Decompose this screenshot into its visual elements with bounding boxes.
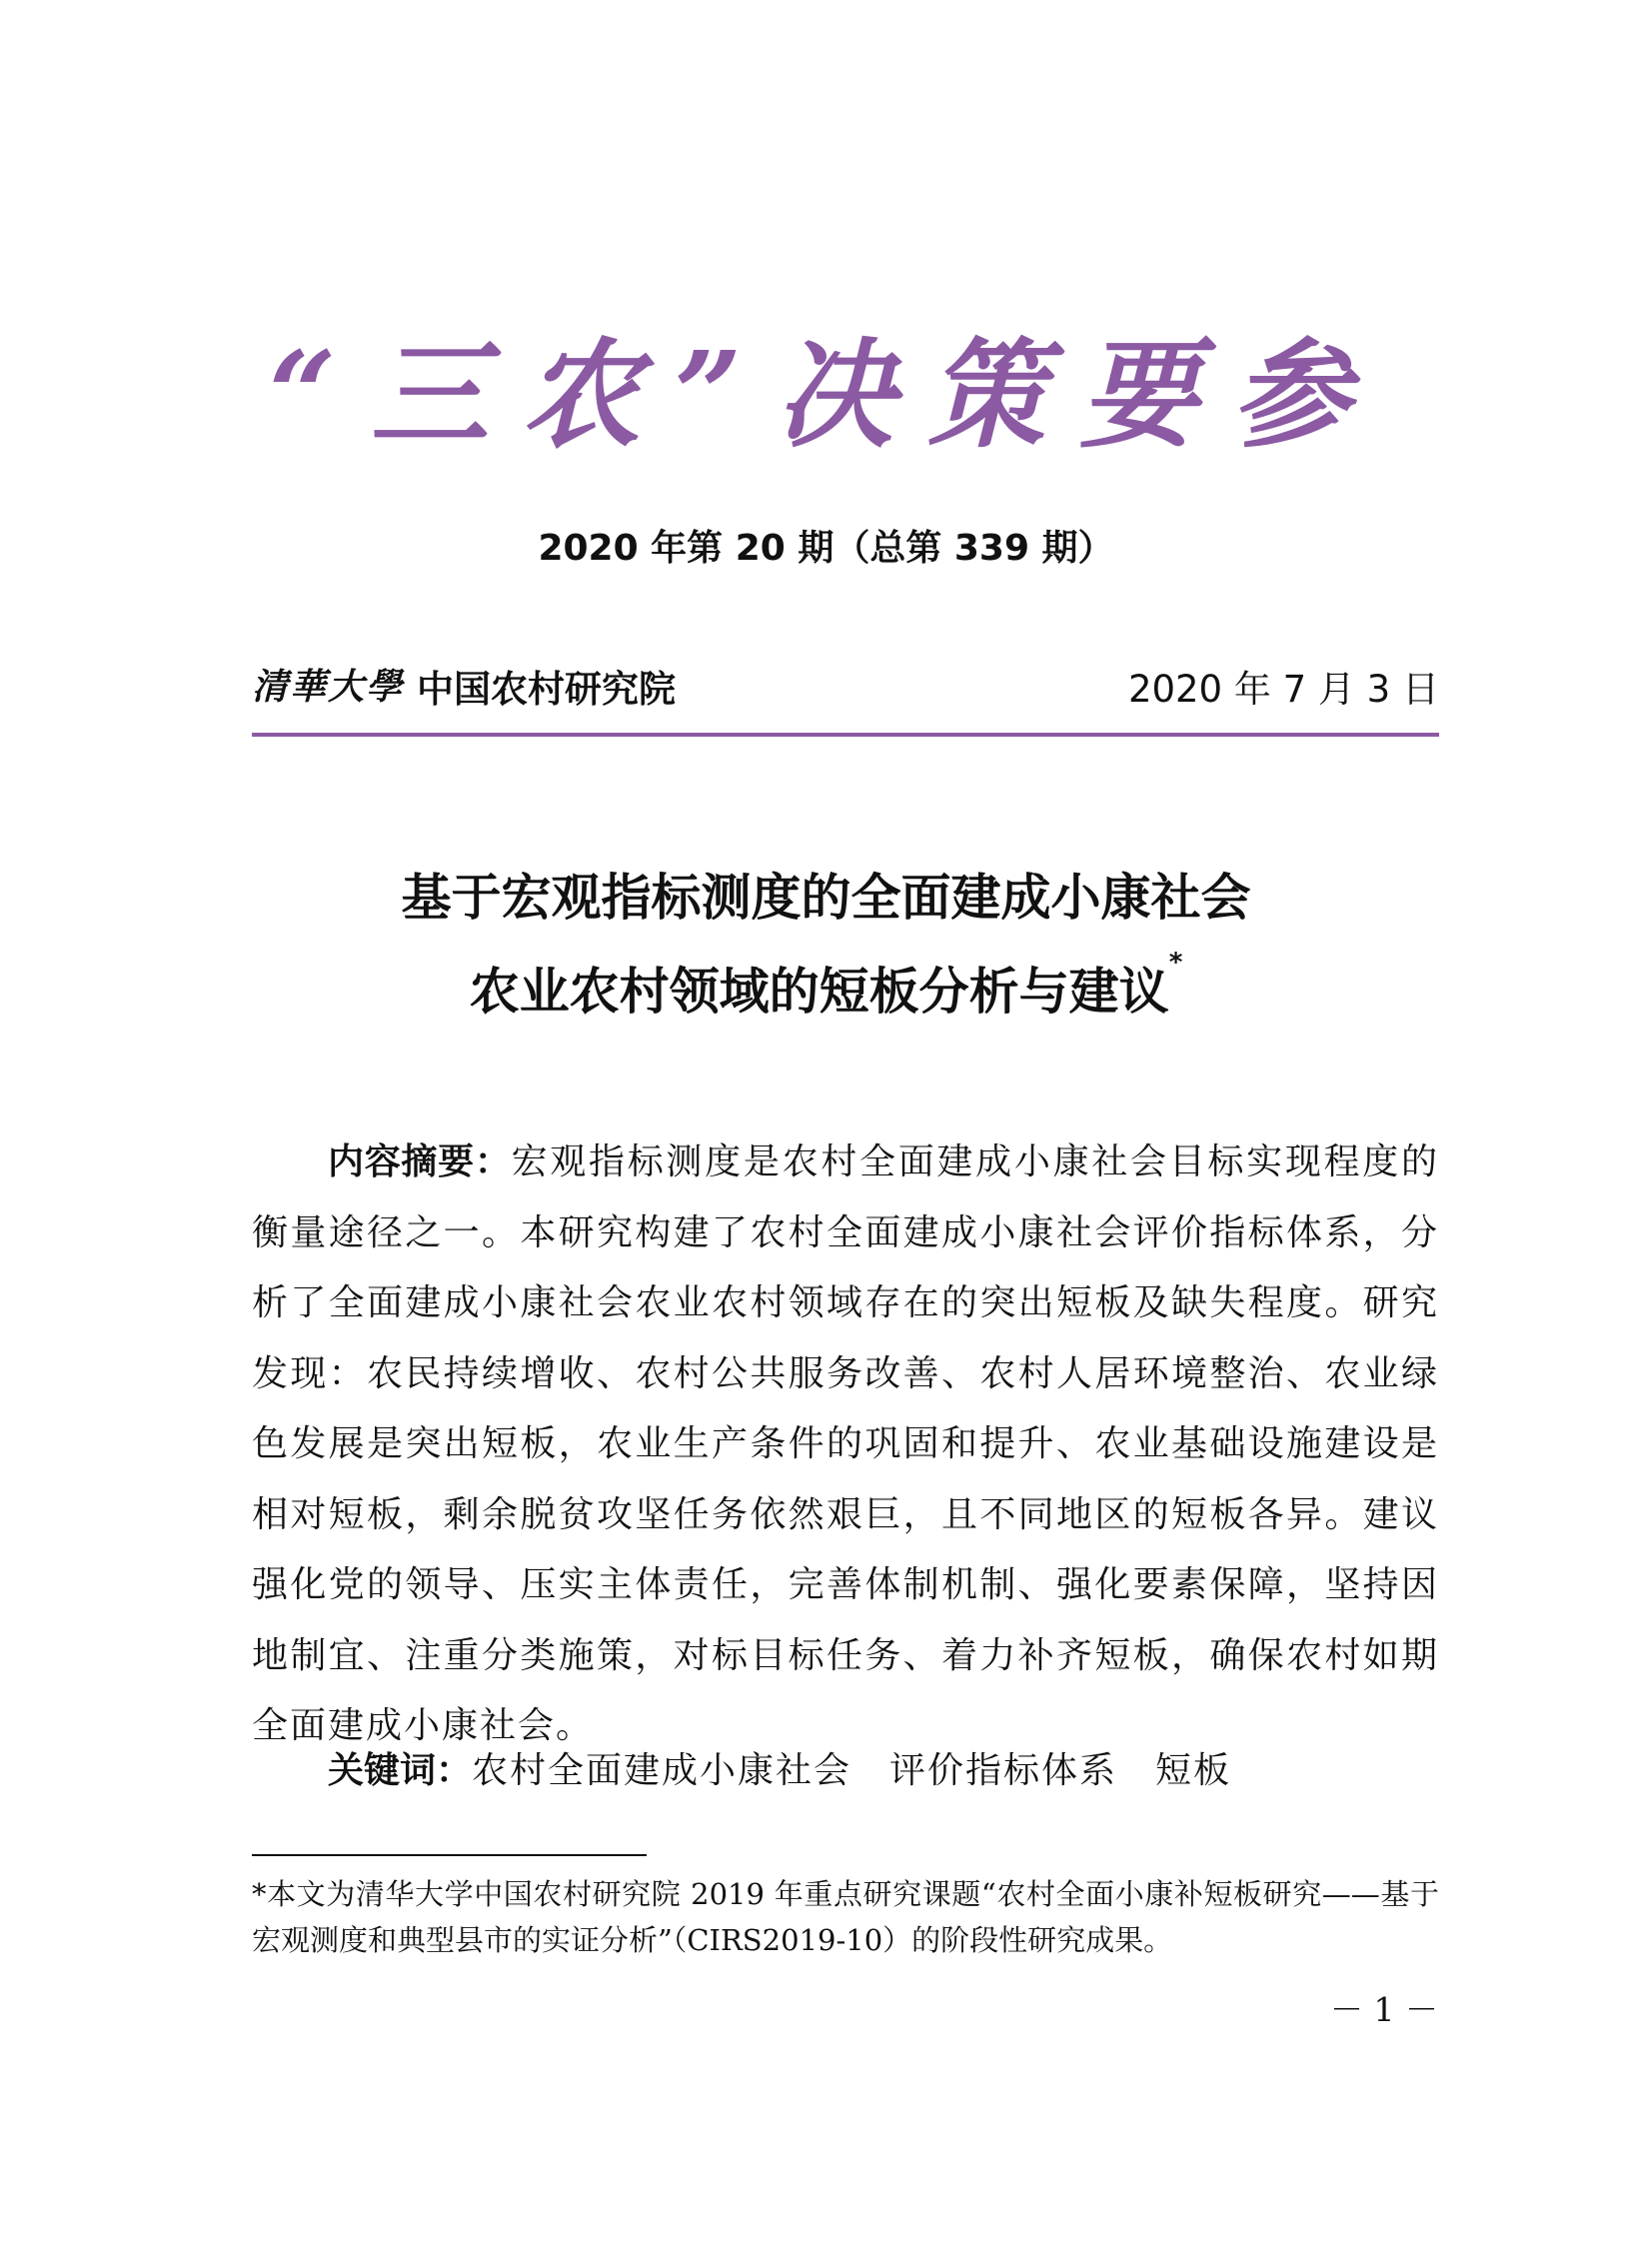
institute-name: 中国农村研究院 — [417, 668, 676, 711]
header-divider — [252, 733, 1439, 737]
article-title-line2 — [0, 948, 1652, 1024]
page-number: － 1 － — [1330, 1990, 1438, 2029]
keyword-item: 短板 — [1155, 1750, 1232, 1791]
keyword-item: 评价指标体系 — [889, 1750, 1118, 1791]
publication-date: 2020 年 7 月 3 日 — [1127, 668, 1439, 711]
abstract-text: 宏观指标测度是农村全面建成小康社会目标实现程度的衡量途径之一。本研究构建了农村全面建成小康社会评价指标体系，分析了全面建成小康社会农业农村领域存在的突出短板及缺失程度。研究发现：农民持续增收、农村公共服务改善、农村人居环境整治、农业绿色发展是突出短板，农业生产条件的巩固和提升、农业基础设施建设是相对短板，剩余脱贫攻坚任务依然艰巨，且不同地区的短板各异。建议强化党的领导、压实主体责任，完善体制机制、强化要素保障，坚持因地制宜、注重分类施策，对标目标任务、着力补齐短板，确保农村如期全面建成小康社会。 — [252, 1141, 1439, 1746]
title-footnote-marker: * — [1168, 948, 1183, 978]
abstract-label: 内容摘要： — [328, 1141, 512, 1182]
university-logo: 清華大學 — [252, 666, 405, 708]
footnote-divider — [252, 1854, 647, 1856]
keyword-item: 农村全面建成小康社会 — [472, 1750, 852, 1791]
keywords — [328, 1742, 1231, 1793]
abstract — [252, 1127, 1439, 1762]
issue-number: 2020 年第 20 期（总第 339 期） — [538, 528, 1114, 569]
footnote: *本文为清华大学中国农村研究院 2019 年重点研究课题“农村全面小康补短板研究——基于宏观测度和典型县市的实证分析”（CIRS2019-10）的阶段性研究成果。 — [252, 1877, 1439, 1957]
masthead-title: “三农”决策要参 — [268, 325, 1384, 464]
publisher-header — [252, 655, 1439, 715]
article-title-line1: 基于宏观指标测度的全面建成小康社会 — [401, 869, 1251, 927]
article-title-line2-text: 农业农村领域的短板分析与建议 — [469, 963, 1169, 1021]
keywords-label: 关键词： — [328, 1750, 473, 1791]
